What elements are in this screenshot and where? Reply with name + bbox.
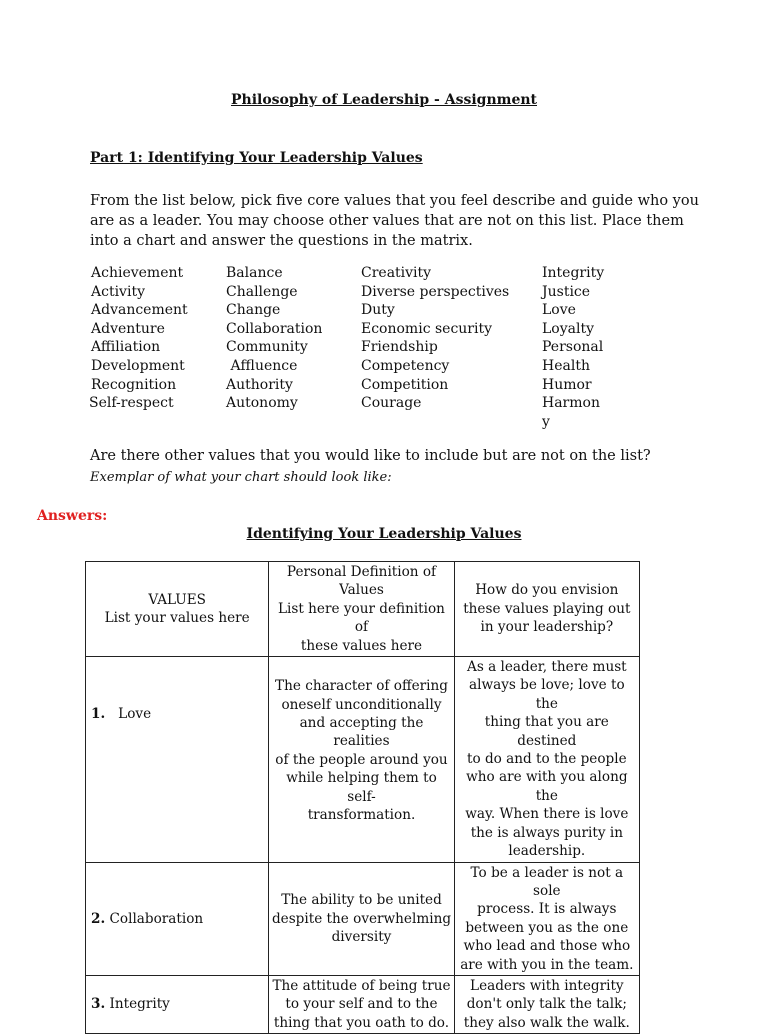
header-line: How do you envision	[475, 582, 619, 599]
values-column-2	[226, 264, 322, 413]
value-item: Autonomy	[226, 395, 298, 412]
value-item: Community	[226, 339, 308, 356]
definition-cell	[269, 657, 454, 862]
values-column-1	[91, 264, 188, 413]
value-cell	[86, 975, 269, 1033]
definition-line: thing that you oath to do.	[273, 1014, 450, 1031]
row-number: 2.	[91, 910, 106, 927]
value-item: Activity	[91, 283, 145, 300]
vision-cell	[454, 657, 639, 862]
vision-line: As a leader, there must	[467, 659, 627, 676]
header-line: these values playing out	[463, 600, 631, 617]
vision-line: leadership.	[508, 843, 586, 860]
definition-line: oneself unconditionally	[281, 696, 442, 713]
value-item: Love	[542, 302, 576, 319]
vision-line: To be a leader is not a sole	[470, 864, 624, 899]
exemplar-note: Exemplar of what your chart should look like:	[90, 470, 392, 485]
definition-cell	[269, 975, 454, 1033]
table-header-row	[86, 562, 640, 657]
value-item: Challenge	[226, 283, 298, 300]
intro-paragraph	[90, 191, 699, 251]
intro-line: are as a leader. You may choose other values that are not on this list. Place them	[90, 213, 684, 229]
header-line: in your leadership?	[480, 619, 614, 636]
value-item: Advancement	[91, 302, 188, 319]
vision-line: the is always purity in	[470, 824, 623, 841]
table-row	[86, 975, 640, 1033]
value-item: Friendship	[361, 339, 438, 356]
vision-line: Leaders with integrity	[470, 977, 624, 994]
vision-line: way. When there is love	[465, 806, 629, 823]
vision-line: who lead and those who	[463, 938, 631, 955]
value-item: Development	[91, 357, 185, 374]
value-item: Loyalty	[542, 320, 594, 337]
table-title: Identifying Your Leadership Values	[246, 526, 522, 542]
values-column-3	[361, 264, 509, 413]
value-item: Collaboration	[226, 320, 323, 337]
value-item: Economic security	[361, 320, 493, 337]
header-line: Personal Definition of	[286, 564, 437, 580]
header-line: of	[354, 619, 369, 636]
vision-line: to do and to the people	[467, 751, 627, 768]
definition-line: and accepting the realities	[299, 714, 424, 750]
header-vision	[454, 562, 639, 657]
document-title: Philosophy of Leadership - Assignment	[230, 92, 537, 108]
part1-heading: Part 1: Identifying Your Leadership Values	[90, 150, 423, 166]
table-row	[86, 657, 640, 862]
row-value: Integrity	[109, 996, 170, 1013]
row-number: 1.	[91, 705, 106, 722]
row-number: 3.	[91, 996, 106, 1013]
vision-line: always be love; love to the	[469, 677, 625, 712]
definition-cell	[269, 862, 454, 975]
header-line: List here your definition	[278, 600, 445, 617]
vision-line: they also walk the walk.	[463, 1014, 630, 1031]
vision-line: are with you in the team.	[460, 956, 634, 973]
value-item: Courage	[361, 395, 422, 412]
value-item: Health	[542, 357, 590, 374]
value-item: Humor	[542, 376, 592, 393]
vision-line: process. It is always	[477, 901, 617, 918]
value-item: Affluence	[226, 357, 298, 374]
value-item: Adventure	[91, 320, 165, 337]
vision-cell	[454, 862, 639, 975]
vision-line: thing that you are destined	[484, 714, 609, 749]
table-row	[86, 862, 640, 975]
value-item: Harmon	[542, 395, 600, 412]
value-item: Justice	[542, 283, 591, 300]
definition-line: The attitude of being true	[272, 977, 451, 994]
value-item: Authority	[226, 376, 293, 393]
header-values	[86, 562, 269, 657]
definition-line: to your self and to the	[285, 996, 438, 1013]
definition-line: of the people around you	[275, 751, 448, 768]
value-item: Balance	[226, 265, 283, 281]
header-line: Values	[339, 582, 384, 599]
value-item: Competency	[361, 357, 450, 374]
value-item: Duty	[361, 302, 395, 319]
header-line: VALUES	[148, 591, 206, 608]
value-item: y	[542, 413, 550, 430]
definition-line: The character of offering	[275, 678, 448, 695]
answers-label: Answers:	[37, 508, 108, 524]
vision-line: don't only talk the talk;	[466, 996, 627, 1013]
intro-line: into a chart and answer the questions in the matrix.	[90, 233, 473, 249]
value-item: Recognition	[91, 376, 177, 393]
intro-line: From the list below, pick five core values that you feel describe and guide who you	[90, 193, 699, 209]
definition-line: diversity	[331, 928, 392, 945]
value-item: Integrity	[542, 265, 605, 281]
vision-line: between you as the one	[465, 919, 629, 936]
value-item: Competition	[361, 376, 449, 393]
value-cell	[86, 657, 269, 862]
row-value: Love	[118, 705, 152, 722]
value-item: Change	[226, 302, 281, 319]
row-value: Collaboration	[109, 910, 204, 927]
value-item: Achievement	[91, 265, 184, 281]
value-item: Affiliation	[91, 339, 161, 356]
header-definition	[269, 562, 454, 657]
vision-cell	[454, 975, 639, 1033]
value-item: Creativity	[361, 265, 432, 281]
other-values-question: Are there other values that you would like to include but are not on the list?	[90, 448, 651, 464]
vision-line: who are with you along the	[466, 769, 628, 804]
values-matrix-table	[85, 561, 640, 1034]
definition-line: The ability to be united	[281, 892, 442, 909]
header-line: List your values here	[104, 610, 250, 627]
value-item: Diverse perspectives	[361, 283, 510, 300]
value-cell	[86, 862, 269, 975]
value-item: Personal	[542, 339, 604, 356]
value-item: Self-respect	[89, 395, 174, 412]
definition-line: while helping them to self-	[286, 770, 437, 805]
definition-line: despite the overwhelming	[271, 910, 452, 927]
definition-line: transformation.	[307, 806, 416, 823]
header-line: these values here	[300, 637, 423, 654]
values-column-4	[542, 264, 604, 431]
